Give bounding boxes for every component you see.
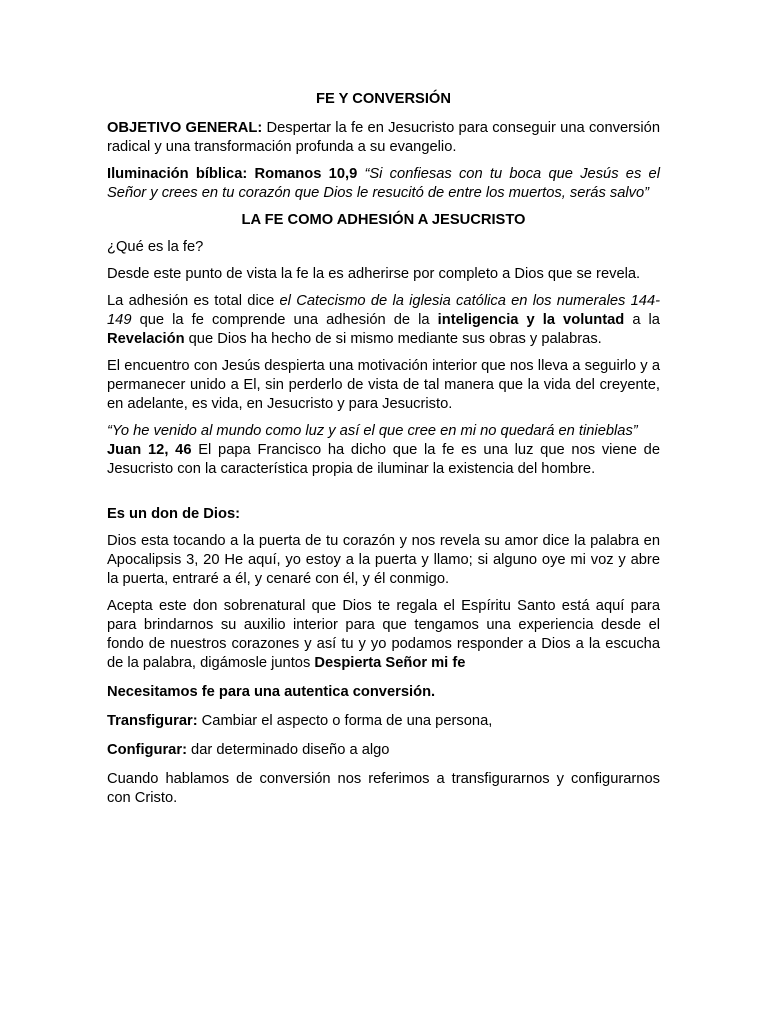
text-run: Acepta este don sobrenatural que Dios te regala el Espíritu Santo está aquí para para brindarnos su auxilio interior para que tengamos una experiencia desde el fondo de nuestros corazones y así tu y yo podamos responder a Dios a la escucha de la palabra, digámosle juntos [107,598,660,671]
definition-configurar [107,741,660,760]
text-run: que la fe comprende una adhesión de la [131,312,438,328]
illumination-label: Iluminación bíblica: Romanos 10,9 [107,166,358,182]
text-run: La adhesión es total dice [107,293,280,309]
gift-paragraph-2 [107,597,660,673]
question-paragraph: ¿Qué es la fe? [107,239,204,255]
definition-text: dar determinado diseño a algo [186,742,390,758]
closing-paragraph: Cuando hablamos de conversión nos referimos a transfigurarnos y configurarnos con Cristo. [107,771,660,806]
catechism-reference: el Catecismo de la iglesia católica en los numerales 144-149 [107,293,661,328]
definition-text: Cambiar el aspecto o forma de una persona, [197,713,493,729]
illumination-quote: “Si confiesas con tu boca que Jesús es el Señor y crees en tu corazón que Dios le resucitó de entre los muertos, serás salvo” [107,166,660,201]
definition-transfigurar [107,712,660,731]
bold-term: inteligencia y la voluntad [437,312,625,328]
section-heading-conversion: Necesitamos fe para una autentica conversión. [107,684,436,700]
document-body [107,90,660,816]
section-heading-gift: Es un don de Dios: [107,506,241,522]
adhesion-paragraph-2 [107,292,660,349]
definition-term: Configurar: [107,742,187,758]
adhesion-paragraph-3: El encuentro con Jesús despierta una motivación interior que nos lleva a seguirlo y a permanecer unido a El, sin perderlo de vista de tal manera que la vida del creyente, en adelante, es vida, en Jesucristo y para Jesucristo. [107,358,660,412]
adhesion-paragraph-4 [107,422,660,479]
john-reference: Juan 12, 46 [107,442,192,458]
document-title: FE Y CONVERSIÓN [316,91,451,107]
definition-term: Transfigurar: [107,713,198,729]
gift-paragraph-1: Dios esta tocando a la puerta de tu corazón y nos revela su amor dice la palabra en Apocalipsis 3, 20 He aquí, yo estoy a la puerta y llamo; si alguno oye mi voz y abre la puerta, entraré a él, y cenaré con él, y él conmigo. [107,533,660,587]
objective-label: OBJETIVO GENERAL: [107,120,263,136]
bold-phrase: Despierta Señor mi fe [314,655,466,671]
adhesion-paragraph-1: Desde este punto de vista la fe la es adherirse por completo a Dios que se revela. [107,266,641,282]
section-heading-adhesion: LA FE COMO ADHESIÓN A JESUCRISTO [241,212,526,228]
francis-text: El papa Francisco ha dicho que la fe es una luz que nos viene de Jesucristo con la característica propia de iluminar la existencia del hombre. [107,442,661,477]
objective-paragraph [107,119,660,157]
text-run: a la [624,312,660,328]
illumination-paragraph [107,165,660,203]
john-quote: “Yo he venido al mundo como luz y así el que cree en mi no quedará en tinieblas” [107,423,638,439]
bold-term: Revelación [107,331,185,347]
objective-text: Despertar la fe en Jesucristo para conseguir una conversión radical y una transformación profunda a su evangelio. [107,120,660,155]
text-run: que Dios ha hecho de si mismo mediante sus obras y palabras. [184,331,602,347]
